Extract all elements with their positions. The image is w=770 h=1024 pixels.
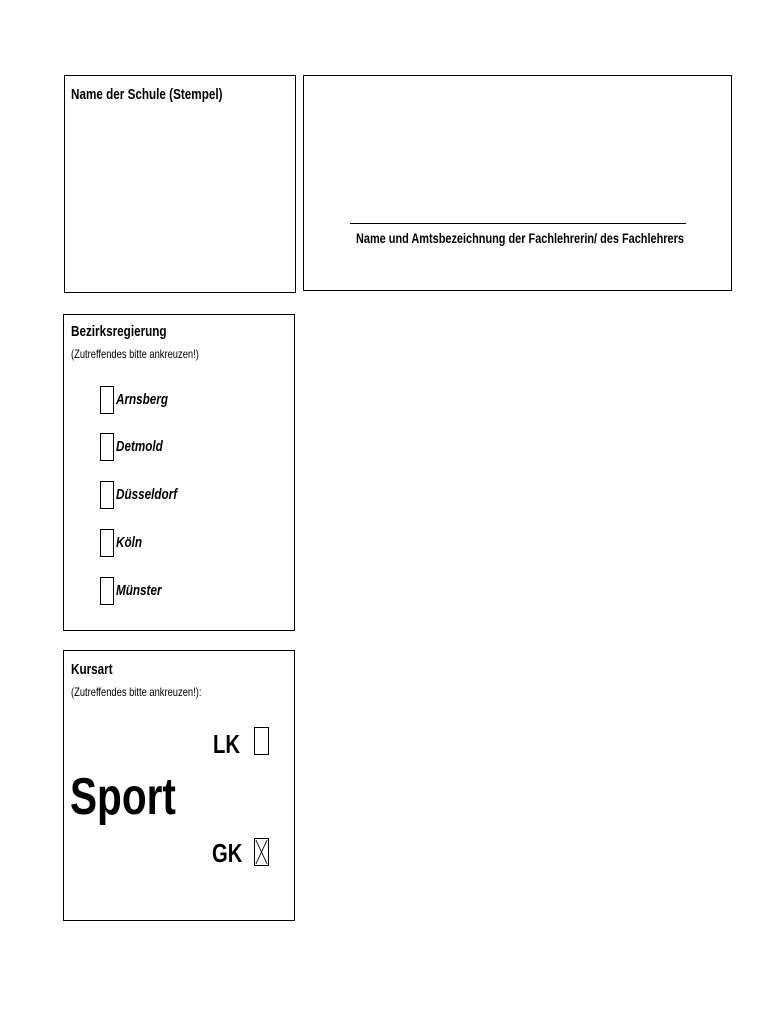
signature-label: Name und Amtsbezeichnung der Fachlehrerin/ des Fachlehrers bbox=[356, 230, 684, 246]
course-label-lk: LK bbox=[213, 729, 241, 759]
region-checkbox-arnsberg[interactable] bbox=[100, 386, 114, 414]
region-label-koeln: Köln bbox=[116, 534, 142, 551]
region-label-arnsberg: Arnsberg bbox=[116, 391, 169, 408]
region-label-duesseldorf: Düsseldorf bbox=[116, 486, 178, 503]
signature-line bbox=[350, 223, 686, 224]
teacher-signature-box bbox=[303, 75, 732, 291]
course-title: Kursart bbox=[71, 661, 113, 678]
school-stamp-box bbox=[64, 75, 296, 293]
region-label-detmold: Detmold bbox=[116, 438, 163, 455]
region-box bbox=[63, 314, 295, 631]
course-subtitle: (Zutreffendes bitte ankreuzen!): bbox=[71, 685, 202, 699]
course-checkbox-gk[interactable] bbox=[254, 838, 269, 866]
course-box bbox=[63, 650, 295, 921]
school-stamp-label: Name der Schule (Stempel) bbox=[71, 86, 223, 103]
subject-name: Sport bbox=[70, 768, 176, 826]
course-label-gk: GK bbox=[212, 838, 243, 868]
region-checkbox-muenster[interactable] bbox=[100, 577, 114, 605]
region-checkbox-koeln[interactable] bbox=[100, 529, 114, 557]
region-title: Bezirksregierung bbox=[71, 323, 167, 340]
checkmark-x-icon bbox=[255, 839, 268, 865]
region-subtitle: (Zutreffendes bitte ankreuzen!) bbox=[71, 347, 199, 361]
region-label-muenster: Münster bbox=[116, 582, 162, 599]
region-checkbox-duesseldorf[interactable] bbox=[100, 481, 114, 509]
region-checkbox-detmold[interactable] bbox=[100, 433, 114, 461]
course-checkbox-lk[interactable] bbox=[254, 727, 269, 755]
